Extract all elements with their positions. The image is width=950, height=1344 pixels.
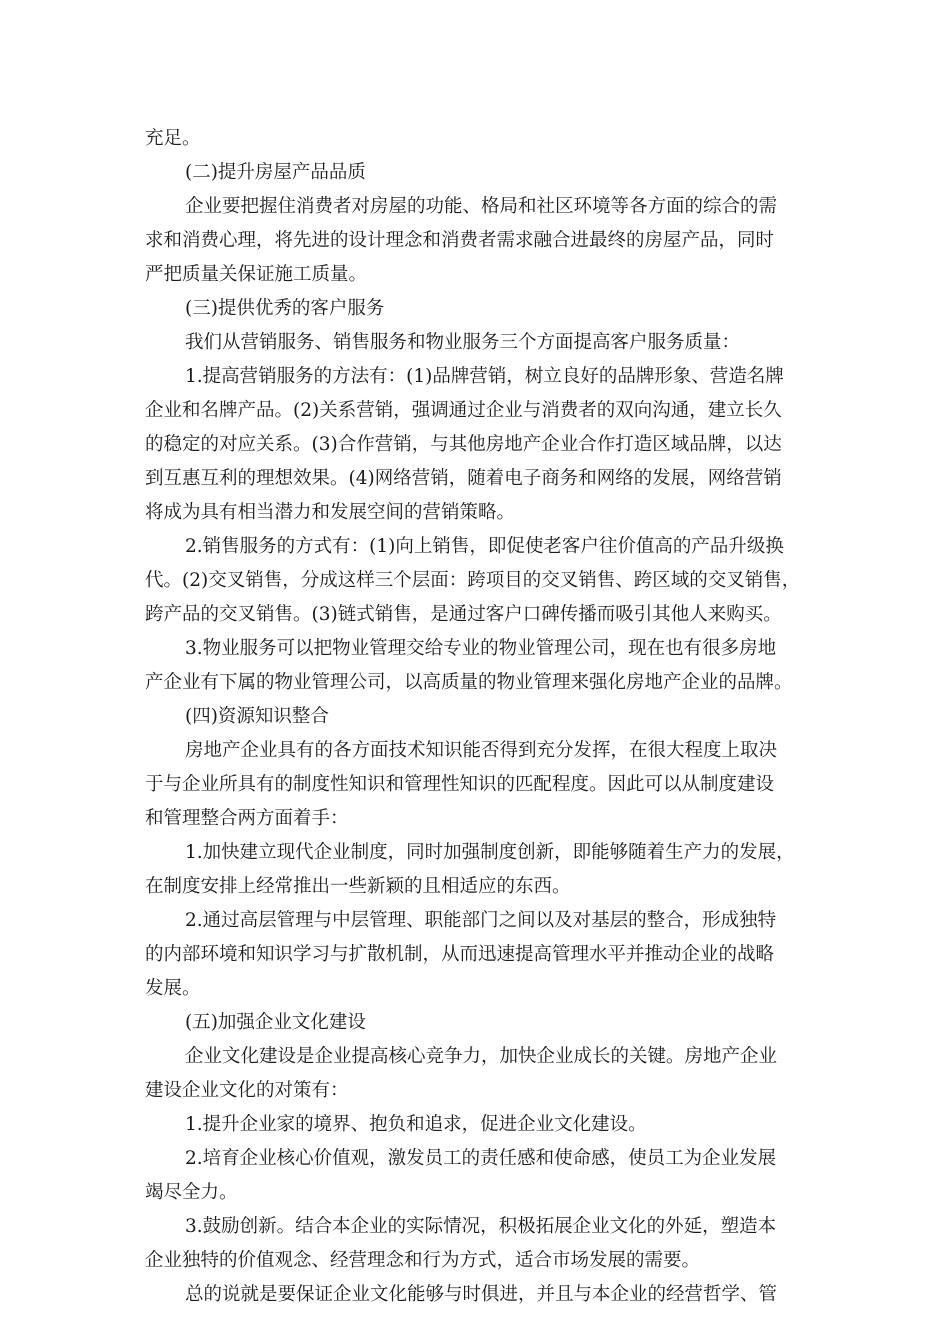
paragraph-start-line: (四)资源知识整合 xyxy=(185,706,329,727)
paragraph-start-line: (五)加强企业文化建设 xyxy=(185,1012,366,1033)
paragraph-start-line: (二)提升房屋产品品质 xyxy=(185,162,366,183)
text-line: 的稳定的对应关系。(3)合作营销，与其他房地产企业合作打造区域品牌，以达 xyxy=(145,434,782,455)
paragraph-start-line: 1.提升企业家的境界、抱负和追求，促进企业文化建设。 xyxy=(185,1114,647,1135)
paragraph-start-line: 2.通过高层管理与中层管理、职能部门之间以及对基层的整合，形成独特 xyxy=(185,910,777,931)
text-line: 将成为具有相当潜力和发展空间的营销策略。 xyxy=(145,502,516,523)
paragraph-start-line: 1.加快建立现代企业制度，同时加强制度创新，即能够随着生产力的发展， xyxy=(185,842,795,863)
paragraph-start-line: 2.培育企业核心价值观，激发员工的责任感和使命感，使员工为企业发展 xyxy=(185,1148,777,1169)
paragraph-start-line: 3.鼓励创新。结合本企业的实际情况，积极拓展企业文化的外延，塑造本 xyxy=(185,1216,777,1237)
paragraph-start-line: 我们从营销服务、销售服务和物业服务三个方面提高客户服务质量： xyxy=(185,332,741,353)
text-line: 求和消费心理，将先进的设计理念和消费者需求融合进最终的房屋产品，同时 xyxy=(145,230,775,251)
body-text xyxy=(145,122,825,1312)
paragraph-start-line: 总的说就是要保证企业文化能够与时俱进，并且与本企业的经营哲学、管 xyxy=(185,1284,778,1305)
text-line: 跨产品的交叉销售。(3)链式销售，是通过客户口碑传播而吸引其他人来购买。 xyxy=(145,604,782,625)
text-line: 竭尽全力。 xyxy=(145,1182,238,1203)
paragraph-start-line: (三)提供优秀的客户服务 xyxy=(185,298,385,319)
text-line: 建设企业文化的对策有： xyxy=(145,1080,349,1101)
text-line: 代。(2)交叉销售，分成这样三个层面：跨项目的交叉销售、跨区域的交叉销售， xyxy=(145,570,801,591)
text-line: 发展。 xyxy=(145,978,201,999)
text-line: 企业和名牌产品。(2)关系营销，强调通过企业与消费者的双向沟通，建立长久 xyxy=(145,400,782,421)
text-line: 企业独特的价值观念、经营理念和行为方式，适合市场发展的需要。 xyxy=(145,1250,701,1271)
text-line: 在制度安排上经常推出一些新颖的且相适应的东西。 xyxy=(145,876,571,897)
paragraph-start-line: 3.物业服务可以把物业管理交给专业的物业管理公司，现在也有很多房地 xyxy=(185,638,777,659)
paragraph-start-line: 房地产企业具有的各方面技术知识能否得到充分发挥，在很大程度上取决 xyxy=(185,740,778,761)
paragraph-start-line: 1.提高营销服务的方法有：(1)品牌营销，树立良好的品牌形象、营造名牌 xyxy=(185,366,784,387)
text-line: 产企业有下属的物业管理公司，以高质量的物业管理来强化房地产企业的品牌。 xyxy=(145,672,793,693)
text-line: 严把质量关保证施工质量。 xyxy=(145,264,368,285)
text-line: 的内部环境和知识学习与扩散机制，从而迅速提高管理水平并推动企业的战略 xyxy=(145,944,775,965)
paragraph-start-line: 企业文化建设是企业提高核心竞争力，加快企业成长的关键。房地产企业 xyxy=(185,1046,778,1067)
text-line: 于与企业所具有的制度性知识和管理性知识的匹配程度。因此可以从制度建设 xyxy=(145,774,775,795)
paragraph-start-line: 2.销售服务的方式有：(1)向上销售，即促使老客户往价值高的产品升级换 xyxy=(185,536,784,557)
text-line: 和管理整合两方面着手： xyxy=(145,808,349,829)
text-line: 充足。 xyxy=(145,128,201,149)
text-line: 到互惠互利的理想效果。(4)网络营销，随着电子商务和网络的发展，网络营销 xyxy=(145,468,782,489)
paragraph-start-line: 企业要把握住消费者对房屋的功能、格局和社区环境等各方面的综合的需 xyxy=(185,196,778,217)
